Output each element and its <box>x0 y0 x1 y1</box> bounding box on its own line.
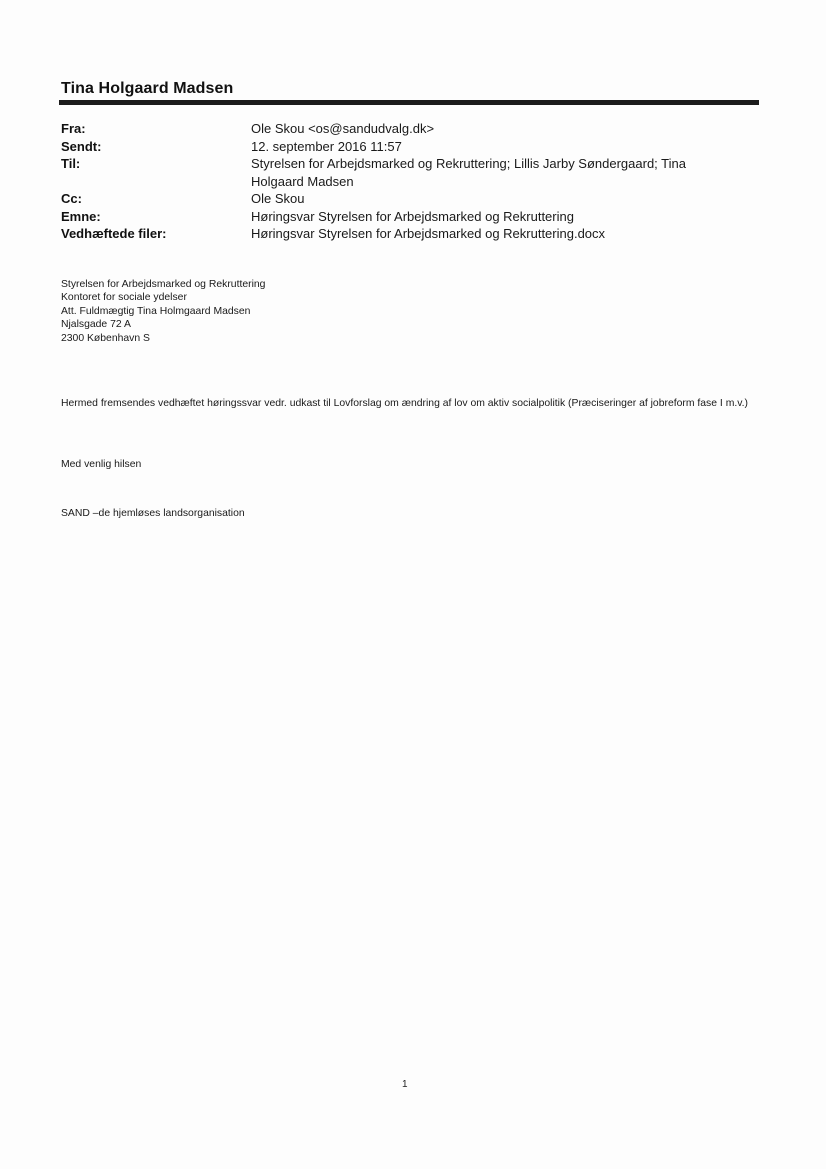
to-value: Styrelsen for Arbejdsmarked og Rekruttering; Lillis Jarby Søndergaard; Tina Holgaard Madsen <box>251 156 686 189</box>
email-header-block <box>61 120 761 243</box>
page-number: 1 <box>402 1079 408 1090</box>
sent-value: 12. september 2016 11:57 <box>251 138 402 154</box>
mailbox-owner-name: Tina Holgaard Madsen <box>61 80 234 97</box>
header-row-to <box>61 155 761 190</box>
header-row-cc <box>61 190 761 208</box>
address-line: 2300 København S <box>61 332 150 344</box>
cc-value: Ole Skou <box>251 191 305 206</box>
from-value: Ole Skou <os@sandudvalg.dk> <box>251 121 435 136</box>
attachments-value: Høringsvar Styrelsen for Arbejdsmarked og Rekruttering.docx <box>251 226 606 241</box>
message-paragraph: Hermed fremsendes vedhæftet høringssvar vedr. udkast til Lovforslag om ændring af lov om aktiv socialpolitik (Præciseringer af jobreform fase I m.v.) <box>61 398 749 409</box>
recipient-address <box>61 278 761 345</box>
sent-label: Sendt: <box>61 138 102 154</box>
subject-label: Emne: <box>61 208 101 224</box>
signature: SAND –de hjemløses landsorganisation <box>61 508 245 519</box>
header-divider <box>59 100 759 105</box>
address-line: Kontoret for sociale ydelser <box>61 292 187 304</box>
greeting: Med venlig hilsen <box>61 459 142 470</box>
header-row-subject <box>61 208 761 226</box>
header-row-from <box>61 120 761 138</box>
to-label: Til: <box>61 156 81 171</box>
header-row-sent <box>61 138 761 156</box>
attachments-label: Vedhæftede filer: <box>61 226 167 241</box>
cc-label: Cc: <box>61 191 82 206</box>
address-line: Styrelsen for Arbejdsmarked og Rekruttering <box>61 279 266 290</box>
header-row-attachments <box>61 225 761 243</box>
address-line: Njalsgade 72 A <box>61 319 131 331</box>
address-line: Att. Fuldmægtig Tina Holmgaard Madsen <box>61 305 251 317</box>
subject-value: Høringsvar Styrelsen for Arbejdsmarked og Rekruttering <box>251 208 574 224</box>
from-label: Fra: <box>61 121 86 136</box>
